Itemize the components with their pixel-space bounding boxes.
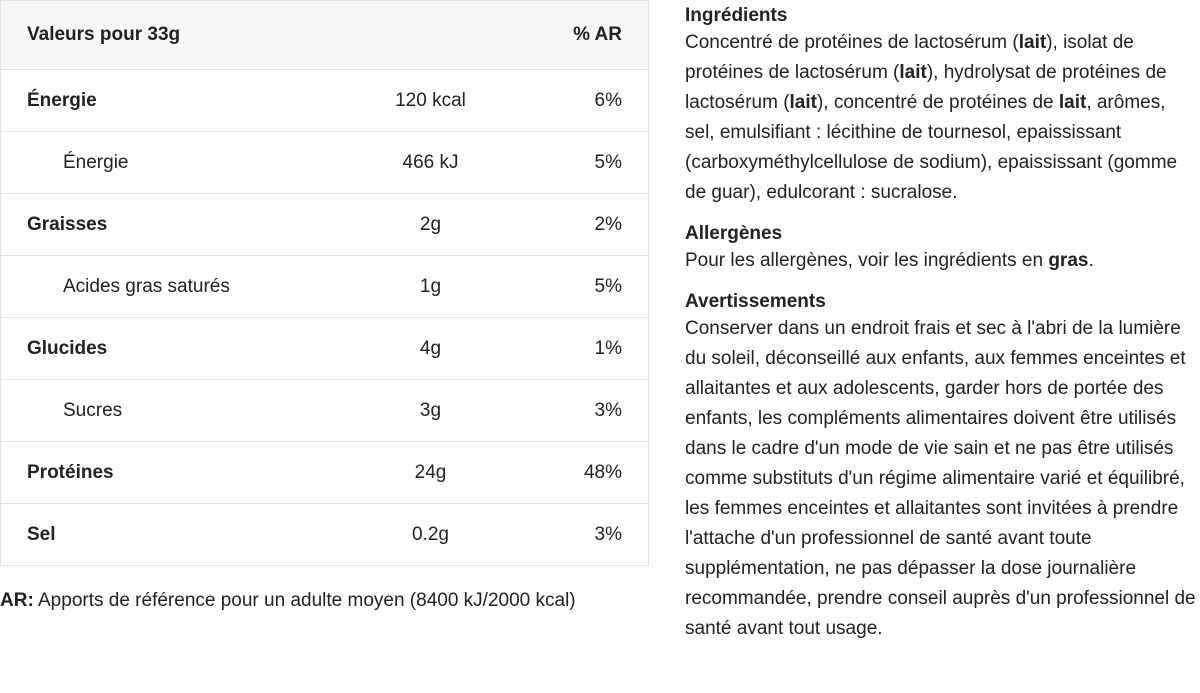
nutrient-name: Sucres bbox=[1, 380, 351, 442]
text-segment: ), concentré de protéines de bbox=[816, 92, 1059, 113]
ar-footnote bbox=[0, 588, 648, 614]
nutrient-ar: 6% bbox=[511, 70, 649, 132]
nutrient-ar: 5% bbox=[511, 256, 649, 318]
table-row bbox=[1, 442, 649, 504]
table-row bbox=[1, 256, 649, 318]
nutrient-value: 1g bbox=[351, 256, 511, 318]
bold-segment: lait bbox=[1058, 92, 1087, 113]
bold-segment: lait bbox=[899, 62, 927, 83]
table-row bbox=[1, 318, 649, 380]
ingredients-section bbox=[685, 4, 1197, 208]
nutrition-panel bbox=[0, 0, 648, 614]
nutrient-name: Énergie bbox=[1, 132, 351, 194]
nutrient-value: 4g bbox=[351, 318, 511, 380]
text-segment: Concentré de protéines de lactosérum ( bbox=[685, 32, 1019, 53]
nutrient-name: Protéines bbox=[1, 442, 351, 504]
allergens-text bbox=[685, 246, 1197, 276]
nutrient-value: 0.2g bbox=[351, 504, 511, 566]
text-segment: ), hydrolysat de protéines de lactosérum ( bbox=[685, 62, 1167, 113]
nutrient-ar: 3% bbox=[511, 504, 649, 566]
table-row bbox=[1, 504, 649, 566]
nutrient-value: 24g bbox=[351, 442, 511, 504]
nutrient-name: Énergie bbox=[1, 70, 351, 132]
nutrient-ar: 48% bbox=[511, 442, 649, 504]
header-amount bbox=[351, 1, 511, 70]
text-segment: ), isolat de protéines de lactosérum ( bbox=[685, 32, 1134, 83]
footnote-abbr: AR: bbox=[0, 590, 34, 611]
nutrition-table bbox=[0, 0, 649, 566]
nutrient-ar: 5% bbox=[511, 132, 649, 194]
bold-segment: lait bbox=[1018, 32, 1047, 53]
text-segment: , arômes, sel, emulsifiant : lécithine de tournesol, epaississant (carboxyméthylcellulose de sodium), epaississant (gomme de guar), edulcorant : sucralose. bbox=[685, 92, 1178, 203]
warnings-text bbox=[685, 314, 1197, 644]
footnote-text: Apports de référence pour un adulte moyen (8400 kJ/2000 kcal) bbox=[33, 590, 576, 611]
nutrient-name: Sel bbox=[1, 504, 351, 566]
nutrient-value: 3g bbox=[351, 380, 511, 442]
nutrient-value: 120 kcal bbox=[351, 70, 511, 132]
allergens-title: Allergènes bbox=[685, 223, 783, 244]
product-info bbox=[685, 4, 1197, 658]
nutrition-table-header bbox=[1, 1, 649, 70]
ingredients-text bbox=[685, 28, 1197, 208]
text-segment: . bbox=[1088, 250, 1094, 271]
bold-segment: lait bbox=[789, 92, 817, 113]
table-row bbox=[1, 132, 649, 194]
nutrient-value: 2g bbox=[351, 194, 511, 256]
nutrient-name: Acides gras saturés bbox=[1, 256, 351, 318]
nutrient-ar: 1% bbox=[511, 318, 649, 380]
text-segment: Conserver dans un endroit frais et sec à l'abri de la lumière du soleil, déconseillé aux enfants, aux femmes enceintes et allaitantes et aux adolescents, garder hors de portée des enfants, les compléments alimentaires doivent être utilisés dans le cadre d'un mode de vie sain et ne pas être utilisés comme substituts d'un régime alimentaire varié et équilibré, les femmes enceintes et allaitantes sont invitées à prendre l'attache d'un professionnel de santé avant toute supplémentation, ne pas dépasser la dose journalière recommandée, prendre conseil auprès d'un professionnel de santé avant tout usage. bbox=[685, 318, 1196, 639]
nutrient-name: Glucides bbox=[1, 318, 351, 380]
table-row bbox=[1, 70, 649, 132]
nutrient-value: 466 kJ bbox=[351, 132, 511, 194]
ingredients-title: Ingrédients bbox=[685, 5, 788, 26]
allergens-section bbox=[685, 222, 1197, 276]
bold-segment: gras bbox=[1048, 250, 1089, 271]
header-serving-label: Valeurs pour 33g bbox=[1, 1, 351, 70]
table-row bbox=[1, 194, 649, 256]
nutrient-name: Graisses bbox=[1, 194, 351, 256]
nutrient-ar: 3% bbox=[511, 380, 649, 442]
text-segment: Pour les allergènes, voir les ingrédients en bbox=[685, 250, 1049, 271]
warnings-section bbox=[685, 290, 1197, 644]
warnings-title: Avertissements bbox=[685, 291, 826, 312]
table-row bbox=[1, 380, 649, 442]
nutrient-ar: 2% bbox=[511, 194, 649, 256]
header-ar: % AR bbox=[511, 1, 649, 70]
